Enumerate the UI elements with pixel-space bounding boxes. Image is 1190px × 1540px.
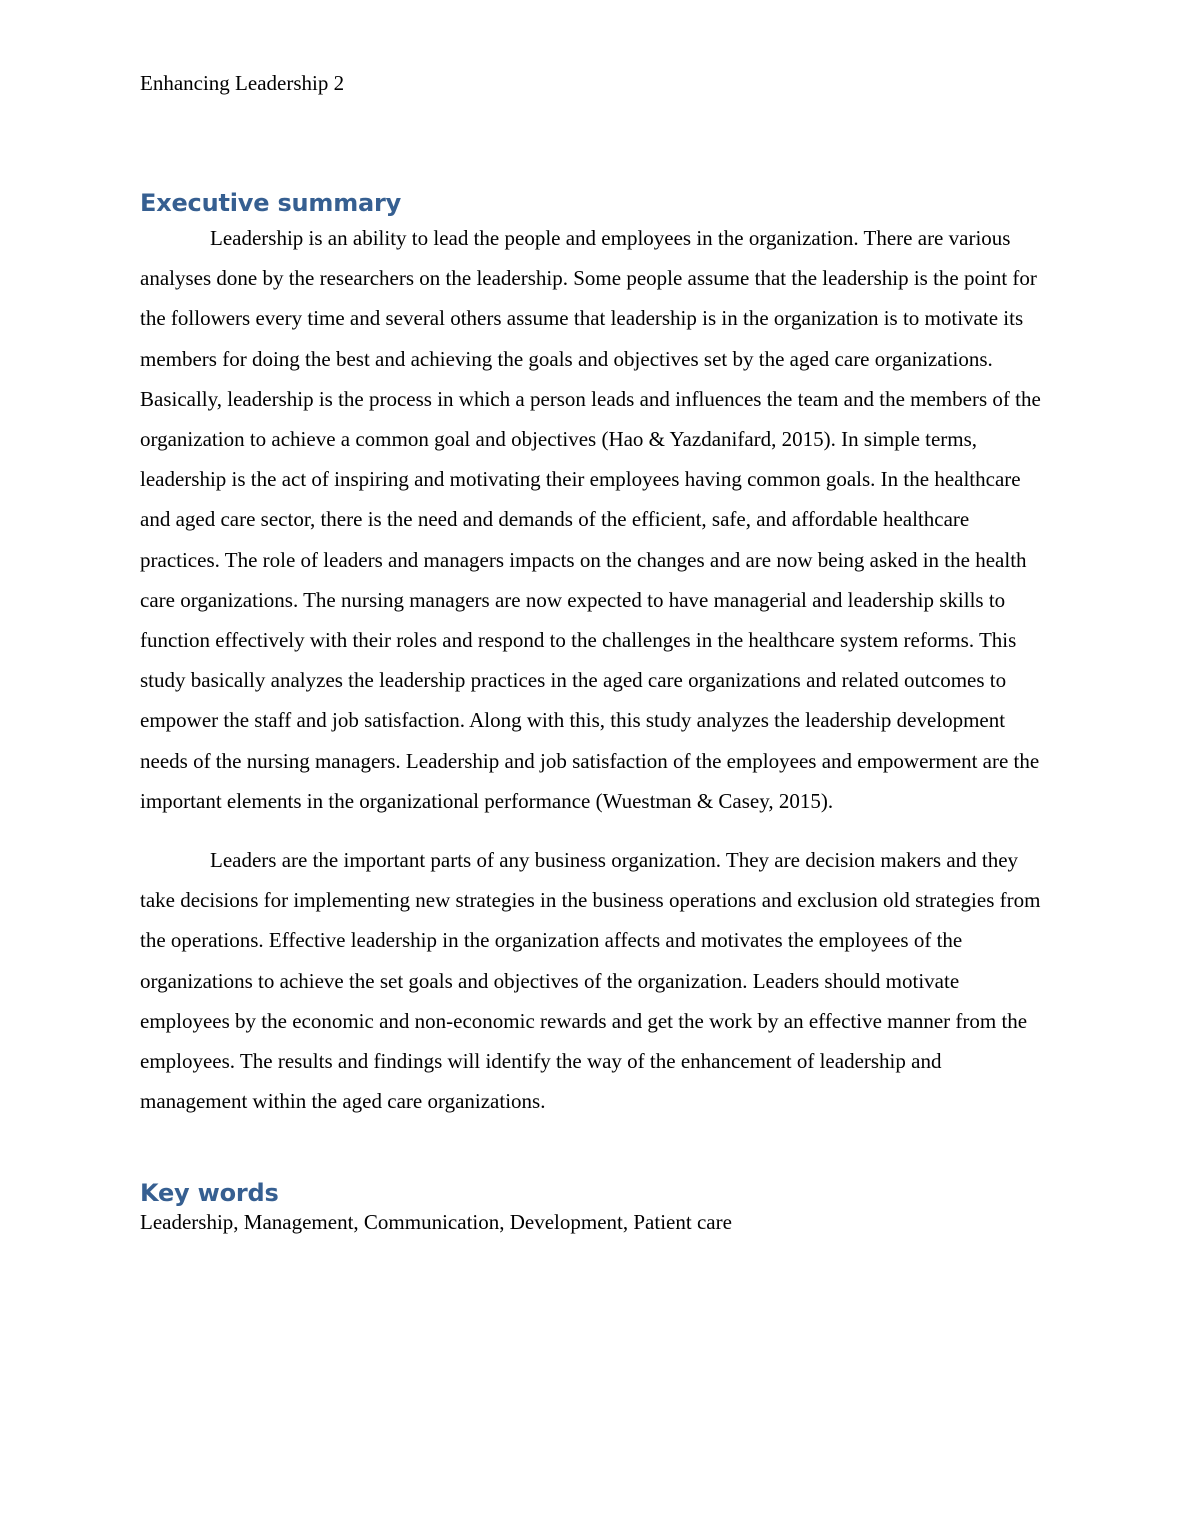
- executive-summary-heading: Executive summary: [140, 189, 402, 217]
- executive-summary-paragraph-2: Leaders are the important parts of any business organization. They are decision makers and they take decisions for implementing new strategies in the business operations and exclusion old strategies from the operations. Effective leadership in the organization affects and motivates the employees of the organizations to achieve the set goals and objectives of the organization. Leaders should motivate employees by the economic and non-economic rewards and get the work by an effective manner from the employees. The results and findings will identify the way of the enhancement of leadership and management within the aged care organizations.: [140, 848, 1041, 1114]
- executive-summary-paragraph-1: Leadership is an ability to lead the people and employees in the organization. There are various analyses done by the researchers on the leadership. Some people assume that the leadership is the point for the followers every time and several others assume that leadership is in the organization is to motivate its members for doing the best and achieving the goals and objectives set by the aged care organizations. Basically, leadership is the process in which a person leads and influences the team and the members of the organization to achieve a common goal and objectives (Hao & Yazdanifard, 2015). In simple terms, leadership is the act of inspiring and motivating their employees having common goals. In the healthcare and aged care sector, there is the need and demands of the efficient, safe, and affordable healthcare practices. The role of leaders and managers impacts on the changes and are now being asked in the health care organizations. The nursing managers are now expected to have managerial and leadership skills to function effectively with their roles and respond to the challenges in the healthcare system reforms. This study basically analyzes the leadership practices in the aged care organizations and related outcomes to empower the staff and job satisfaction. Along with this, this study analyzes the leadership development needs of the nursing managers. Leadership and job satisfaction of the employees and empowerment are the important elements in the organizational performance (Wuestman & Casey, 2015).: [140, 226, 1041, 813]
- page-content: [140, 186, 1052, 1238]
- running-head: Enhancing Leadership 2: [140, 71, 345, 95]
- key-words-heading: Key words: [140, 1179, 279, 1208]
- key-words-list: Leadership, Management, Communication, Development, Patient care: [140, 1210, 732, 1235]
